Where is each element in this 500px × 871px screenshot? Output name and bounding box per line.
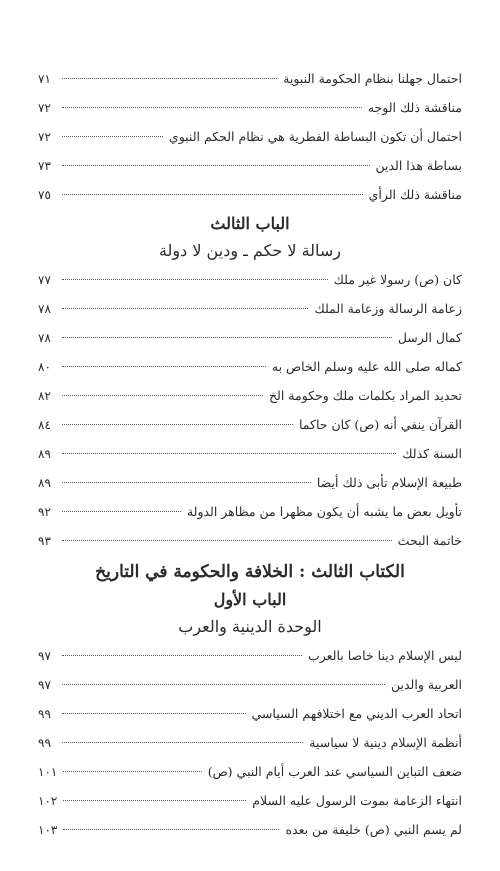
dot-leader [62,713,246,714]
toc-group [38,265,462,555]
toc-entry-title: احتمال أن تكون البساطة الفطرية هي نظام الحكم النبوي [168,129,462,144]
toc-entry-page: ٩٣ [38,534,51,548]
chapter-heading: الباب الثالث [210,214,290,233]
toc-entry-title: كان (ص) رسولا غير ملك [333,272,462,287]
toc-group [38,64,462,209]
toc-entry-page: ١٠٢ [38,794,58,808]
toc-entry-title: القرآن ينفي أنه (ص) كان حاكما [299,417,462,432]
toc-entry [38,815,462,844]
toc-entry [38,699,462,728]
dot-leader [62,337,392,338]
toc-entry-title: زعامة الرسالة وزعامة الملك [314,301,462,316]
toc-entry-title: السنة كذلك [402,446,462,461]
dot-leader [62,684,385,685]
toc-entry-title: بساطة هذا الدين [375,158,462,173]
dot-leader [62,194,363,195]
toc-entry-title: أنظمة الإسلام دينية لا سياسية [309,735,462,750]
toc-entry [38,526,462,555]
toc-entry-page: ٧٨ [38,302,51,316]
toc-entry-page: ٨٩ [38,476,51,490]
toc-entry [38,64,462,93]
toc-entry-page: ٧١ [38,72,51,86]
toc-group [38,641,462,844]
dot-leader [62,279,328,280]
toc-entry-page: ٩٩ [38,736,51,750]
toc-entry-title: مناقشة ذلك الوجه [367,100,462,115]
toc-entry [38,410,462,439]
toc-entry-title: خاتمة البحث [397,533,462,548]
dot-leader [62,395,263,396]
toc-entry [38,294,462,323]
toc-entry-title: كماله صلى الله عليه وسلم الخاص به [271,359,462,374]
toc-entry [38,323,462,352]
toc-entry [38,786,462,815]
toc-entry [38,93,462,122]
toc-entry [38,381,462,410]
toc-entry-page: ٧٧ [38,273,51,287]
dot-leader [62,136,163,137]
toc-entry-page: ١٠١ [38,765,58,779]
dot-leader [62,308,308,309]
toc-entry-page: ٧٢ [38,101,51,115]
toc-entry-title: احتمال جهلنا بنظام الحكومة النبوية [283,71,462,86]
toc-entry-page: ٧٥ [38,188,51,202]
toc-entry [38,352,462,381]
dot-leader [62,655,302,656]
toc-entry [38,439,462,468]
dot-leader [62,107,362,108]
chapter-subheading: الوحدة الدينية والعرب [178,617,322,636]
dot-leader [62,482,311,483]
toc-entry-title: اتحاد العرب الديني مع اختلافهم السياسي [251,706,462,721]
toc-entry-title: تأويل بعض ما يشبه أن يكون مظهرا من مظاهر الدولة [186,504,462,519]
dot-leader [62,366,266,367]
dot-leader [62,453,396,454]
toc-entry-title: ليس الإسلام دينا خاصا بالعرب [307,648,462,663]
table-of-contents [38,64,462,844]
toc-entry-page: ٩٩ [38,707,51,721]
toc-entry [38,122,462,151]
toc-entry-page: ١٠٣ [38,823,58,837]
toc-entry-page: ٧٨ [38,331,51,345]
toc-entry [38,641,462,670]
dot-leader [62,78,277,79]
toc-entry-page: ٨٢ [38,389,51,403]
dot-leader [63,829,279,830]
toc-entry-title: انتهاء الزعامة بموت الرسول عليه السلام [252,793,462,808]
dot-leader [63,771,201,772]
dot-leader [62,540,392,541]
chapter-subheading: رسالة لا حكم ـ ودين لا دولة [158,241,342,260]
toc-entry-page: ٩٢ [38,505,51,519]
toc-entry-title: تحديد المراد بكلمات ملك وحكومة الخ [268,388,462,403]
dot-leader [62,165,370,166]
dot-leader [62,424,293,425]
dot-leader [62,742,303,743]
toc-entry [38,468,462,497]
toc-entry [38,497,462,526]
toc-entry [38,265,462,294]
toc-entry-page: ٨٩ [38,447,51,461]
toc-entry-page: ٨٤ [38,418,51,432]
toc-entry [38,151,462,180]
toc-entry-title: العربية والدين [390,677,462,692]
dot-leader [63,800,246,801]
toc-entry [38,670,462,699]
toc-entry-page: ٩٧ [38,649,51,663]
toc-entry [38,757,462,786]
toc-entry-title: لم يسم النبي (ص) خليفة من بعده [285,822,462,837]
toc-entry-title: طبيعة الإسلام تأبى ذلك أيضا [316,475,462,490]
toc-entry-page: ٧٢ [38,130,51,144]
toc-entry-title: كمال الرسل [397,330,462,345]
toc-entry [38,728,462,757]
toc-entry [38,180,462,209]
book-heading: الكتاب الثالث : الخلافة والحكومة في التاريخ [95,562,405,582]
toc-entry-page: ٩٧ [38,678,51,692]
toc-entry-title: ضعف التباين السياسي عند العرب أيام النبي (ص) [207,764,462,779]
toc-entry-title: مناقشة ذلك الرأي [368,187,462,202]
dot-leader [62,511,181,512]
toc-entry-page: ٨٠ [38,360,51,374]
toc-entry-page: ٧٣ [38,159,51,173]
chapter-heading: الباب الأول [213,590,287,609]
